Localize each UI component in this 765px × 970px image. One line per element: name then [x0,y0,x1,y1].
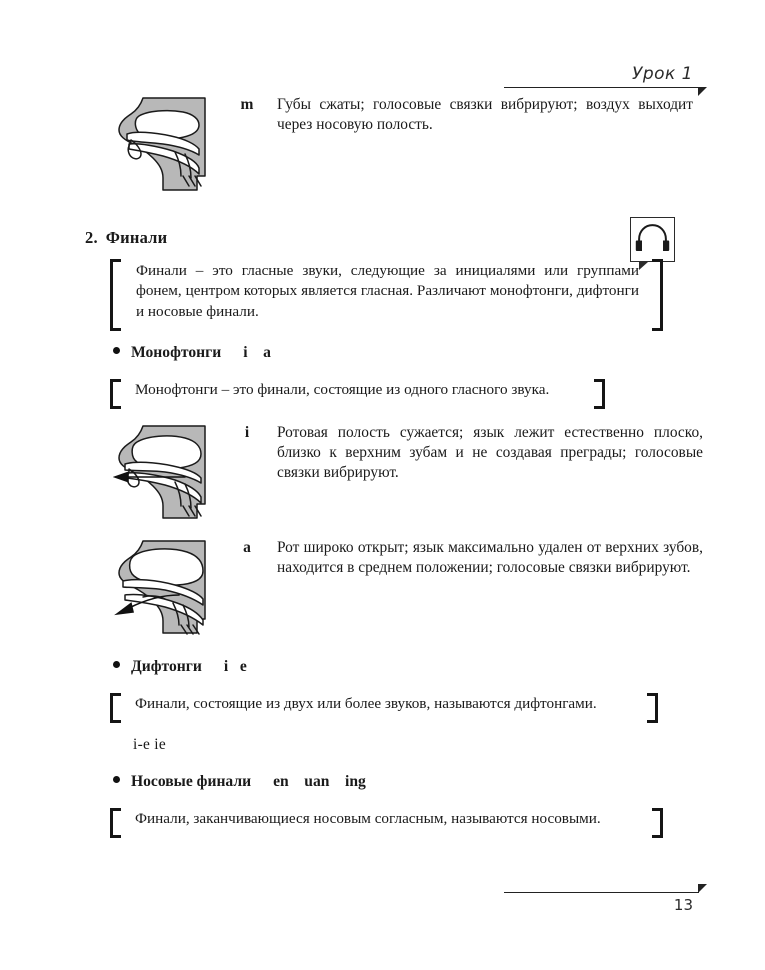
bracket-left [110,379,124,409]
page-footer [60,884,707,918]
definition-text: Финали, заканчивающиеся носовым согласным, называются носовыми. [135,810,601,827]
phoneme-description: Ротовая полость сужается; язык лежит естественно плоско, близко к верхним зубам и не создавая преграды; голосовые связки вибрируют. [277,424,703,482]
subheading-label: Носовые финали [131,773,252,790]
definition-box-nasal-finals [110,808,663,838]
definition-box-finals [110,259,663,331]
phoneme-entry-i [113,420,703,524]
page-number: 13 [673,896,693,914]
subheading-examples: en uan ing [273,773,366,790]
bracket-right [591,379,605,409]
section-title: Финали [105,228,168,247]
bracket-left [110,808,124,838]
definition-text: Финали – это гласные звуки, следующие за инициалями или группами фонем, центром которых является гласная. Различают монофтонги, дифтонги и носовые финали. [136,262,639,320]
subheading-monophthongs [113,344,271,362]
phoneme-entry-a [113,535,703,639]
footer-rule-flag-icon [698,884,707,893]
phoneme-description: Губы сжаты; голосовые связки вибрируют; воздух выходит через носовую полость. [277,96,693,134]
bracket-right [649,808,663,838]
subheading-nasal-finals [113,773,366,791]
header-rule-flag-icon [698,87,707,96]
definition-text: Монофтонги – это финали, состоящие из одного гласного звука. [135,381,550,398]
subheading-examples: i e [223,658,247,675]
bracket-right [649,259,663,331]
phoneme-description: Рот широко открыт; язык максимально удален от верхних зубов, находится в среднем положении; голосовые связки вибрируют. [277,539,703,577]
definition-text: Финали, состоящие из двух или более звуков, называются дифтонгами. [135,695,597,712]
phoneme-entry-m [113,92,693,196]
running-head [60,62,707,96]
vocal-tract-diagram-a [113,535,217,639]
lesson-label: Урок 1 [631,64,693,84]
subheading-diphthongs [113,658,247,676]
bullet-dot-icon [113,347,120,354]
section-number: 2. [85,228,98,247]
bracket-left [110,259,124,331]
phoneme-letter: m [240,96,254,113]
subheading-label: Дифтонги [131,658,202,675]
headphones-icon[interactable] [630,217,675,262]
definition-box-diphthongs [110,693,658,723]
subheading-examples: i a [243,344,271,361]
phoneme-letter: i [244,424,250,441]
bullet-dot-icon [113,776,120,783]
section-heading [85,228,167,248]
footer-rule [504,892,699,893]
bullet-dot-icon [113,661,120,668]
vocal-tract-diagram-m [113,92,217,196]
subheading-label: Монофтонги [131,344,222,361]
bracket-left [110,693,124,723]
bracket-right [644,693,658,723]
vocal-tract-diagram-i [113,420,217,524]
header-rule [504,87,699,88]
example-line-diphthongs: i-e ie [133,736,166,753]
definition-box-monophthongs [110,379,605,409]
phoneme-letter: a [243,539,251,556]
